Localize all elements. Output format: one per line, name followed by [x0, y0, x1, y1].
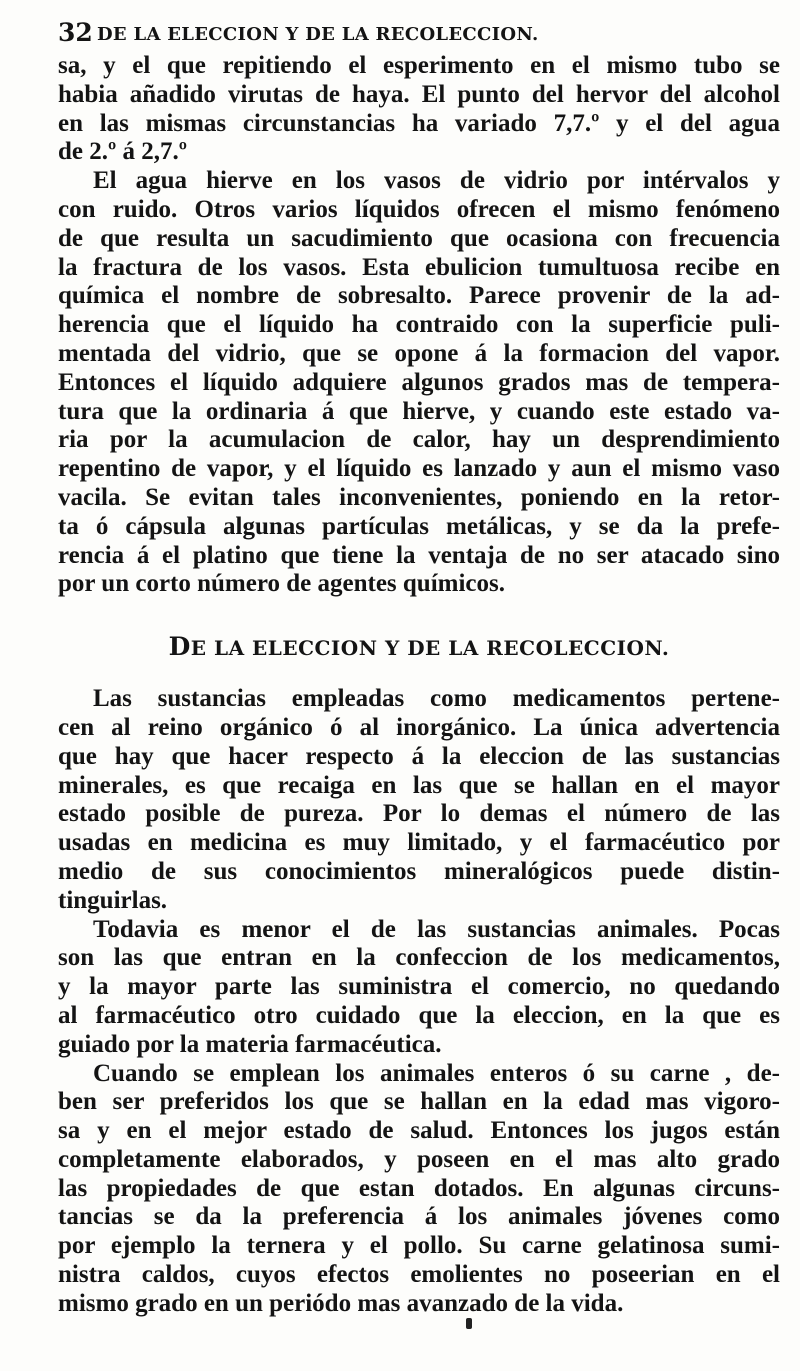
- text-line: cen al reino orgánico ó al inorgánico. La única advertencia: [58, 713, 780, 741]
- text-line: Todavia es menor el de las sustancias animales. Pocas: [93, 915, 780, 943]
- text-line: estado posible de pureza. Por lo demas el número de las: [58, 800, 780, 828]
- text-line: ta ó cápsula algunas partículas metálicas, y se da la prefe-: [58, 512, 780, 540]
- paragraph-animal-substances: [58, 916, 780, 1060]
- text-line: en las mismas circunstancias ha variado 7,7.º y el del agua: [58, 109, 780, 137]
- text-line: mentada del vidrio, que se opone á la formacion del vapor.: [58, 339, 780, 367]
- text-line: usadas en medicina es muy limitado, y el farmacéutico por: [58, 829, 780, 857]
- body-text: [58, 52, 780, 1319]
- text-line: Cuando se emplean los animales enteros ó su carne , de-: [93, 1059, 780, 1087]
- paragraph-whole-animals: [58, 1060, 780, 1319]
- text-line: guiado por la materia farmacéutica.: [58, 1030, 442, 1058]
- text-line: repentino de vapor, y el líquido es lanzado y aun el mismo vaso: [58, 455, 780, 483]
- text-line: nistra caldos, cuyos efectos emolientes no poseerian en el: [58, 1261, 780, 1289]
- text-line: con ruido. Otros varios líquidos ofrecen el mismo fenómeno: [58, 195, 780, 223]
- text-line: sa, y el que repitiendo el esperimento en el mismo tubo se: [58, 52, 780, 79]
- text-line: por un corto número de agentes químicos.: [58, 570, 505, 598]
- text-line: minerales, es que recaiga en las que se hallan en el mayor: [58, 771, 780, 799]
- text-line: que hay que hacer respecto á la eleccion de las sustancias: [58, 742, 780, 770]
- text-line: habia añadido virutas de haya. El punto del hervor del alcohol: [58, 80, 780, 108]
- text-line: y la mayor parte las suministra el comercio, no quedando: [58, 973, 780, 1001]
- text-line: Entonces el líquido adquiere algunos grados mas de tempera-: [58, 368, 780, 396]
- text-line: tancias se da la preferencia á los animales jóvenes como: [58, 1203, 780, 1231]
- text-line: las propiedades de que estan dotados. En algunas circuns-: [58, 1174, 780, 1202]
- text-line: al farmacéutico otro cuidado que la eleccion, en la que es: [58, 1001, 780, 1029]
- text-line: de que resulta un sacudimiento que ocasiona con frecuencia: [58, 224, 780, 252]
- text-line: Las sustancias empleadas como medicamentos pertene-: [93, 685, 780, 713]
- text-line: vacila. Se evitan tales inconvenientes, poniendo en la retor-: [58, 483, 780, 511]
- text-line: de 2.º á 2,7.º: [58, 138, 188, 166]
- paragraph-boiling: [58, 167, 780, 599]
- text-line: por ejemplo la ternera y el pollo. Su carne gelatinosa sumi-: [58, 1232, 780, 1260]
- running-title: DE LA ELECCION Y DE LA RECOLECCION.: [97, 24, 539, 45]
- text-line: la fractura de los vasos. Esta ebulicion tumultuosa recibe en: [58, 253, 780, 281]
- text-line: tinguirlas.: [58, 886, 168, 914]
- text-line: rencia á el platino que tiene la ventaja de no ser atacado sino: [58, 541, 780, 569]
- paragraph-continuation: [58, 52, 780, 167]
- heading-rest: E LA ELECCION Y DE LA RECOLECCION.: [190, 636, 670, 661]
- text-line: completamente elaborados, y poseen en el mas alto grado: [58, 1145, 780, 1173]
- text-line: ben ser preferidos los que se hallan en la edad mas vigoro-: [58, 1088, 780, 1116]
- text-line: herencia que el líquido ha contraido con la superficie puli-: [58, 311, 780, 339]
- text-line: medio de sus conocimientos mineralógicos puede distin-: [58, 857, 780, 885]
- text-line: son las que entran en la confeccion de los medicamentos,: [58, 944, 780, 972]
- text-line: mismo grado en un periódo mas avanzado de la vida.: [58, 1289, 624, 1317]
- ink-mark: [466, 1318, 472, 1329]
- page-number: 32: [58, 18, 93, 47]
- heading-initial: D: [168, 632, 191, 662]
- running-header: [58, 18, 778, 48]
- text-line: ria por la acumulacion de calor, hay un desprendimiento: [58, 426, 780, 454]
- section-heading: [58, 629, 780, 666]
- paragraph-substances: [58, 685, 780, 915]
- text-line: sa y en el mejor estado de salud. Entonces los jugos están: [58, 1117, 780, 1145]
- text-line: tura que la ordinaria á que hierve, y cuando este estado va-: [58, 397, 780, 425]
- text-line: El agua hierve en los vasos de vidrio por intérvalos y: [93, 167, 780, 195]
- text-line: química el nombre de sobresalto. Parece provenir de la ad-: [58, 282, 780, 310]
